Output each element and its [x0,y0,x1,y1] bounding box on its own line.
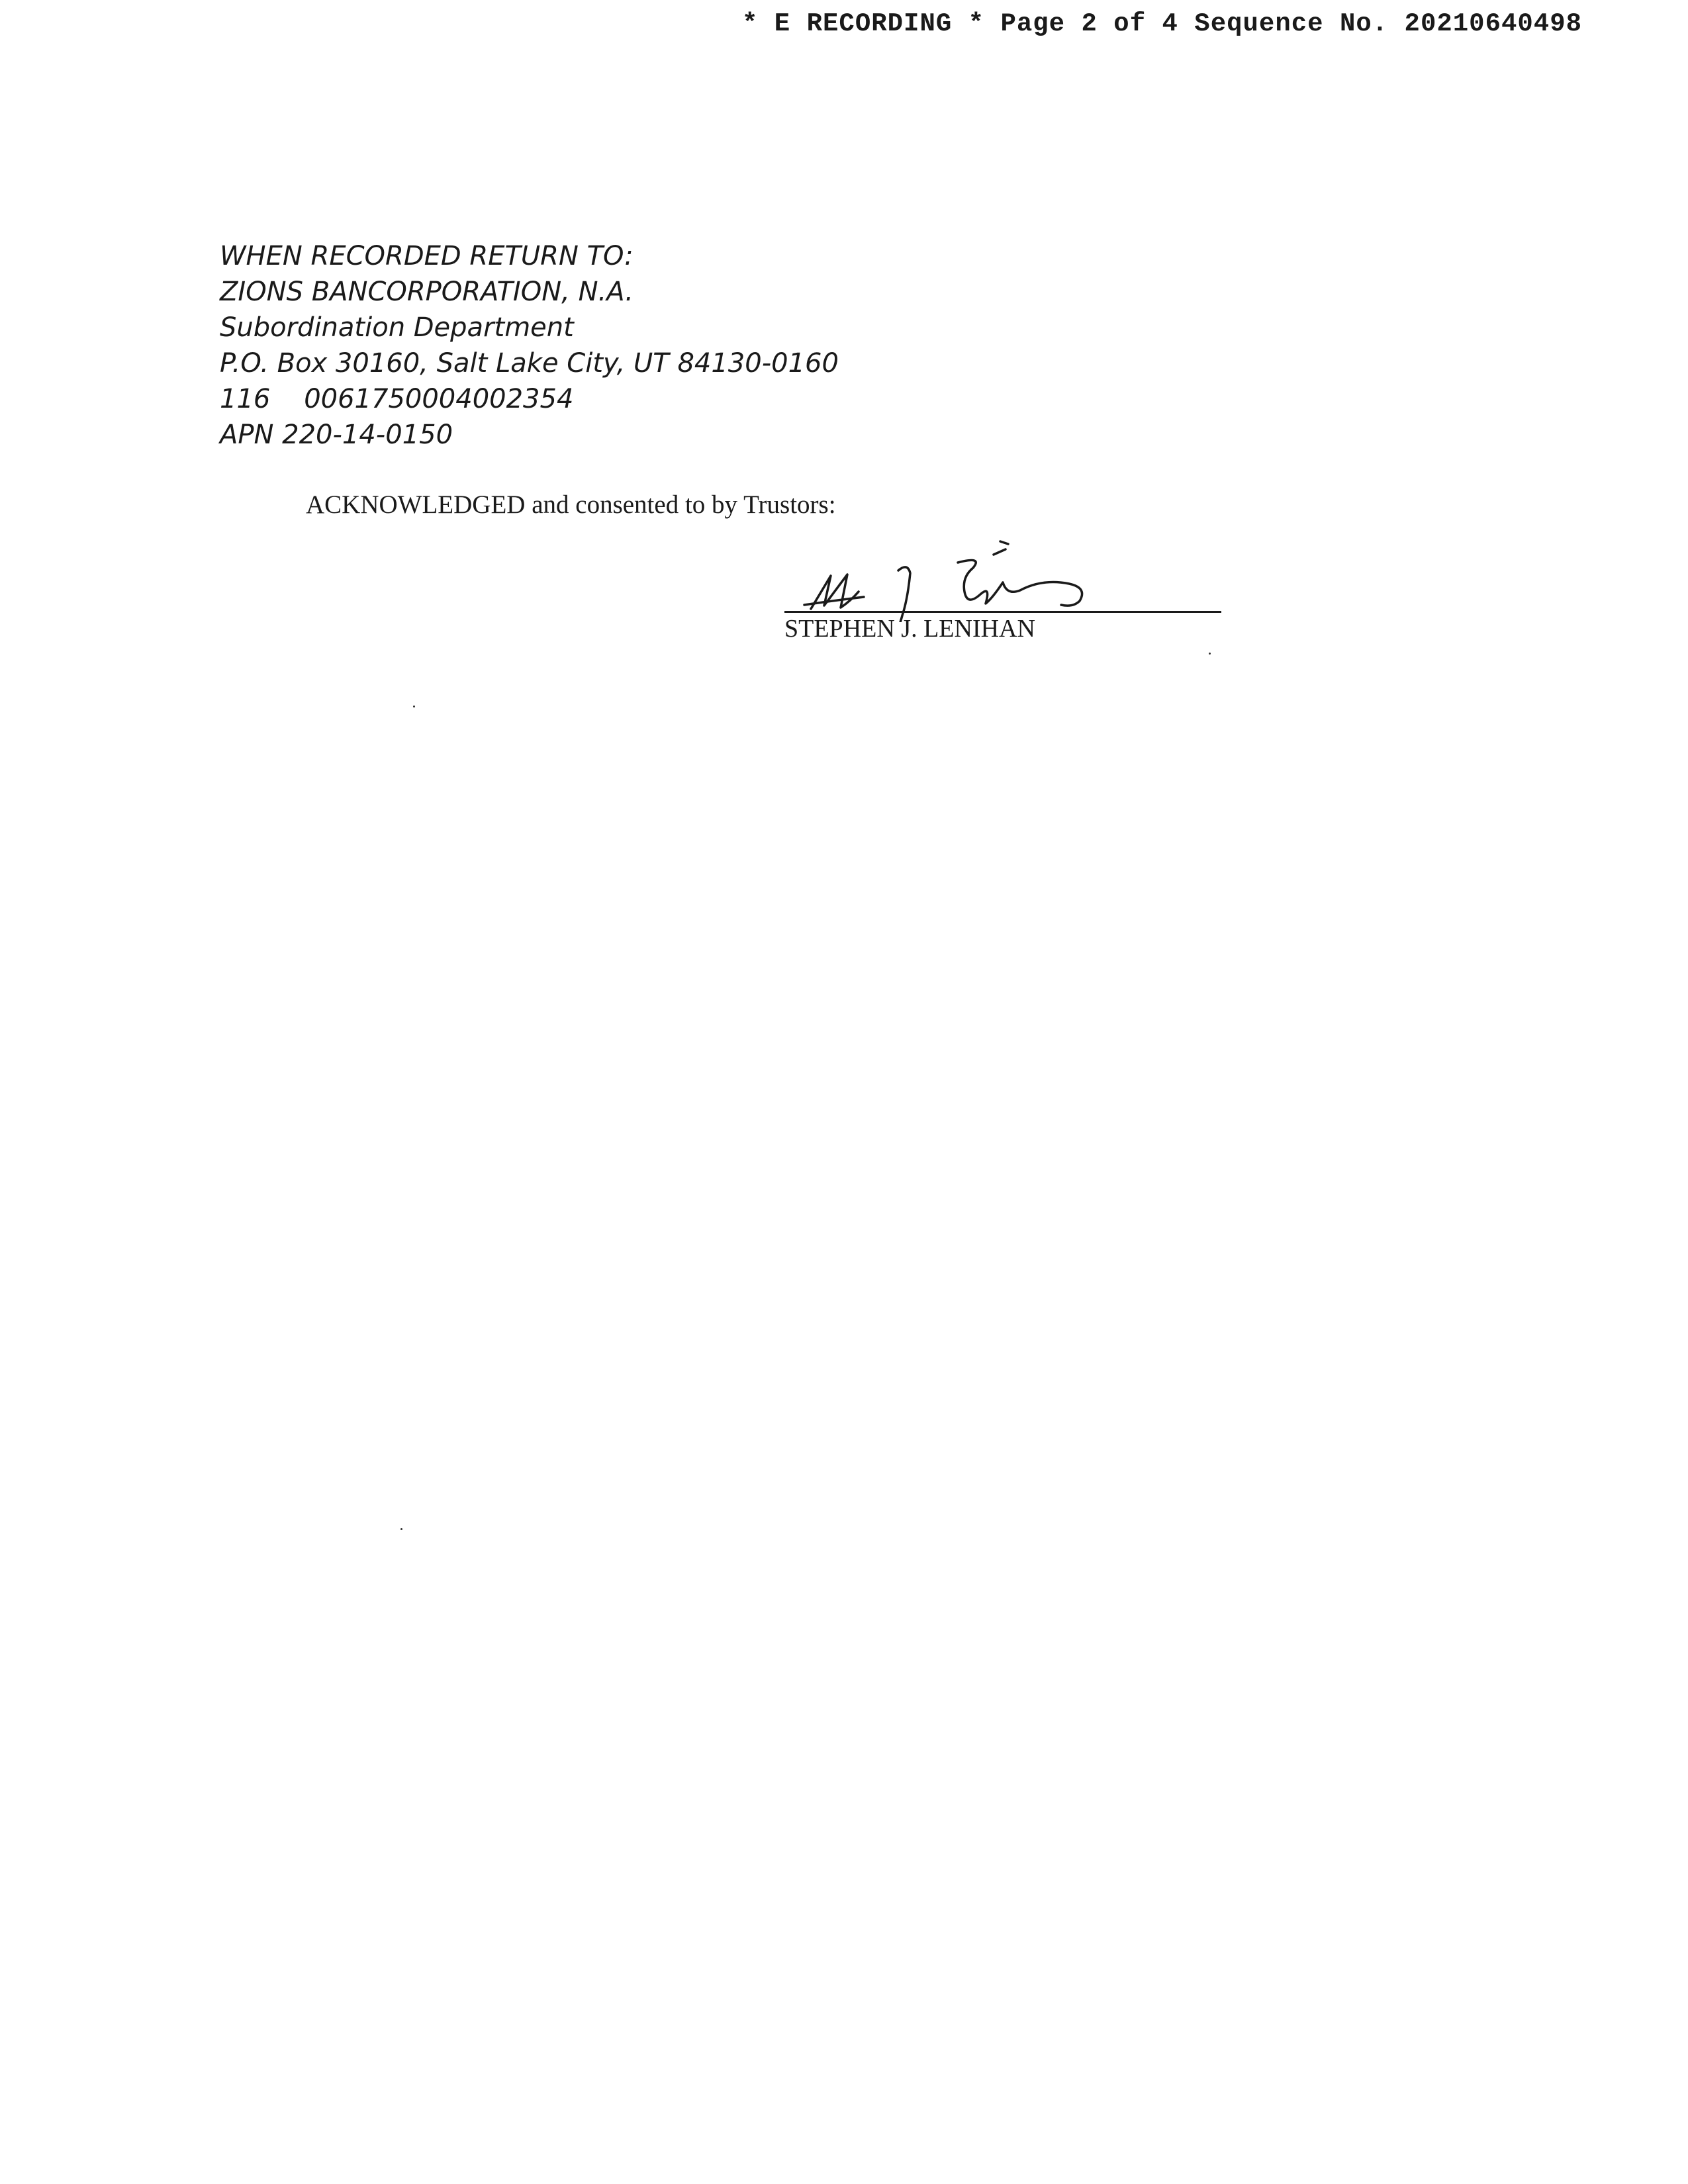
handwritten-signature [784,536,1221,622]
acknowledgement-text: ACKNOWLEDGED and consented to by Trustors: [306,490,836,519]
signature-block [784,536,1221,662]
signature-line [784,611,1221,613]
scan-speck [400,1528,402,1530]
scan-speck [1209,653,1211,655]
return-address-line: APN 220-14-0150 [220,420,453,450]
return-address-line: ZIONS BANCORPORATION, N.A. [220,277,634,307]
return-address-line: Subordination Department [220,312,574,343]
scan-speck [413,705,415,707]
return-address-line: WHEN RECORDED RETURN TO: [220,241,633,271]
return-address-block [220,238,839,453]
return-address-line: 116 0061750004002354 [220,384,574,414]
recording-stamp: * E RECORDING * Page 2 of 4 Sequence No. 20210640498 [742,9,1582,38]
return-address-line: P.O. Box 30160, Salt Lake City, UT 84130-0160 [220,348,839,379]
signer-name: STEPHEN J. LENIHAN [784,615,1035,643]
